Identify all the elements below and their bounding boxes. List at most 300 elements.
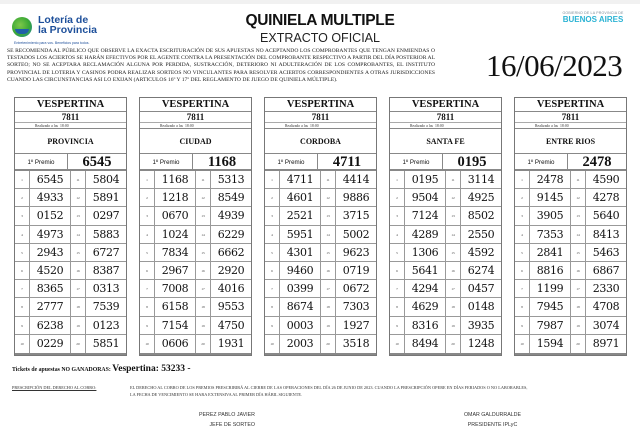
position-index: 8 <box>390 298 405 315</box>
position-index: 17 <box>446 280 461 297</box>
result-number: 0297 <box>92 209 120 223</box>
position-index: 11 <box>571 171 586 188</box>
position-index: 2 <box>140 189 155 206</box>
primer-premio-value: 6545 <box>82 154 112 170</box>
result-number: 6545 <box>30 171 71 188</box>
primer-premio <box>140 154 251 171</box>
result-number: 8316 <box>405 317 446 334</box>
result-row <box>265 262 376 280</box>
result-number: 1927 <box>342 318 370 332</box>
result-number: 9886 <box>342 191 370 205</box>
provincia-name: CIUDAD <box>140 129 251 154</box>
position-index: 5 <box>265 244 280 261</box>
realizado-hora: 18:00 <box>559 124 569 128</box>
result-number: 2521 <box>280 207 321 224</box>
turno-label: VESPERTINA <box>140 98 251 112</box>
position-index: 5 <box>390 244 405 261</box>
position-index: 11 <box>196 171 211 188</box>
result-row <box>390 226 501 244</box>
result-number: 4750 <box>217 318 245 332</box>
result-row <box>515 207 626 225</box>
tickets-no-ganadores <box>12 364 191 374</box>
result-row <box>15 262 126 280</box>
result-row <box>515 298 626 316</box>
primer-premio-value: 1168 <box>207 154 237 170</box>
result-row <box>390 298 501 316</box>
result-number: 0672 <box>342 282 370 296</box>
result-number: 0313 <box>92 282 120 296</box>
position-index: 20 <box>71 335 86 353</box>
result-number: 5891 <box>92 191 120 205</box>
result-row <box>15 244 126 262</box>
result-number: 1199 <box>530 280 571 297</box>
position-index: 9 <box>15 317 30 334</box>
result-number: 0003 <box>280 317 321 334</box>
results-panel-ciudad <box>139 97 252 356</box>
position-index: 19 <box>446 317 461 334</box>
result-number: 4592 <box>467 245 495 259</box>
position-index: 17 <box>321 280 336 297</box>
result-number: 1248 <box>467 336 495 350</box>
position-index: 13 <box>321 207 336 224</box>
signer-right-name: OMAR GALDURRALDE <box>463 412 522 418</box>
position-index: 7 <box>15 280 30 297</box>
signer-left-role: JEFE DE SORTEO <box>209 422 255 428</box>
result-number: 8549 <box>217 191 245 205</box>
signer-right <box>445 410 540 430</box>
result-number: 6727 <box>92 245 120 259</box>
result-number: 2920 <box>217 263 245 277</box>
position-index: 7 <box>140 280 155 297</box>
position-index: 16 <box>571 262 586 279</box>
position-index: 1 <box>265 171 280 188</box>
result-row <box>390 262 501 280</box>
position-index: 1 <box>140 171 155 188</box>
position-index: 2 <box>15 189 30 206</box>
sorteo-number: 7811 <box>436 112 455 122</box>
result-row <box>15 280 126 298</box>
results-table <box>140 171 251 355</box>
result-number: 3518 <box>342 336 370 350</box>
result-number: 4294 <box>405 280 446 297</box>
position-index: 1 <box>15 171 30 188</box>
position-index: 18 <box>446 298 461 315</box>
position-index: 4 <box>140 226 155 243</box>
position-index: 15 <box>321 244 336 261</box>
position-index: 8 <box>140 298 155 315</box>
position-index: 12 <box>571 189 586 206</box>
page-subtitle: EXTRACTO OFICIAL <box>260 31 380 45</box>
result-number: 0606 <box>155 335 196 353</box>
page-title: QUINIELA MULTIPLE <box>245 12 395 29</box>
result-number: 4939 <box>217 209 245 223</box>
result-number: 9504 <box>405 189 446 206</box>
position-index: 10 <box>15 335 30 353</box>
result-number: 4629 <box>405 298 446 315</box>
result-number: 6867 <box>592 263 620 277</box>
realizado-label: Realizado a las <box>160 124 183 128</box>
result-number: 5641 <box>405 262 446 279</box>
result-row <box>390 171 501 189</box>
position-index: 11 <box>321 171 336 188</box>
result-row <box>265 280 376 298</box>
result-number: 4016 <box>217 282 245 296</box>
result-number: 3905 <box>530 207 571 224</box>
result-number: 2478 <box>530 171 571 188</box>
government-logo-small: GOBIERNO DE LA PROVINCIA DE <box>562 11 624 15</box>
realizado-hora: 18:00 <box>184 124 194 128</box>
results-panel-entre-rios <box>514 97 627 356</box>
result-row <box>390 189 501 207</box>
turno-label: VESPERTINA <box>390 98 501 112</box>
result-number: 3935 <box>467 318 495 332</box>
position-index: 4 <box>15 226 30 243</box>
position-index: 4 <box>265 226 280 243</box>
position-index: 15 <box>196 244 211 261</box>
provincia-name: ENTRE RIOS <box>515 129 626 154</box>
result-number: 7834 <box>155 244 196 261</box>
result-number: 0399 <box>280 280 321 297</box>
result-row <box>390 335 501 353</box>
primer-premio <box>15 154 126 171</box>
position-index: 18 <box>571 298 586 315</box>
position-index: 10 <box>515 335 530 353</box>
primer-premio-label: 1º Premio <box>140 154 193 169</box>
signer-right-role: PRESIDENTE IPLyC <box>467 422 518 428</box>
result-number: 4520 <box>30 262 71 279</box>
provincia-name: PROVINCIA <box>15 129 126 154</box>
result-number: 2967 <box>155 262 196 279</box>
primer-premio-value: 0195 <box>457 154 487 170</box>
result-row <box>515 171 626 189</box>
primer-premio-value: 4711 <box>332 154 362 170</box>
result-row <box>265 244 376 262</box>
position-index: 20 <box>321 335 336 353</box>
result-number: 8413 <box>592 227 620 241</box>
result-number: 4973 <box>30 226 71 243</box>
position-index: 12 <box>71 189 86 206</box>
result-number: 2003 <box>280 335 321 353</box>
logo-line2: la Provincia <box>38 24 97 36</box>
result-number: 2550 <box>467 227 495 241</box>
position-index: 7 <box>515 280 530 297</box>
result-number: 7945 <box>530 298 571 315</box>
result-number: 6274 <box>467 263 495 277</box>
realizado-hora: 18:00 <box>59 124 69 128</box>
position-index: 17 <box>71 280 86 297</box>
result-row <box>15 189 126 207</box>
realizado-time <box>15 122 126 129</box>
result-number: 4414 <box>342 173 370 186</box>
result-row <box>140 335 251 353</box>
position-index: 17 <box>196 280 211 297</box>
position-index: 2 <box>390 189 405 206</box>
turno-label: VESPERTINA <box>15 98 126 112</box>
position-index: 2 <box>265 189 280 206</box>
position-index: 4 <box>515 226 530 243</box>
position-index: 8 <box>15 298 30 315</box>
sorteo-number: 7811 <box>311 112 330 122</box>
result-number: 3114 <box>467 173 495 186</box>
position-index: 6 <box>390 262 405 279</box>
loteria-logo-icon <box>12 17 32 37</box>
result-number: 5804 <box>92 173 120 186</box>
result-row <box>265 335 376 353</box>
results-panel-provincia <box>14 97 127 356</box>
result-number: 4590 <box>592 173 620 186</box>
tickets-value: Vespertina: 53233 - <box>112 364 191 374</box>
result-number: 6238 <box>30 317 71 334</box>
position-index: 7 <box>390 280 405 297</box>
position-index: 8 <box>515 298 530 315</box>
result-row <box>390 207 501 225</box>
result-number: 7154 <box>155 317 196 334</box>
signer-left-name: PEREZ PABLO JAVIER <box>198 412 255 418</box>
sorteo-number: 7811 <box>186 112 205 122</box>
primer-premio-label: 1º Premio <box>15 154 68 169</box>
position-index: 18 <box>71 298 86 315</box>
position-index: 2 <box>515 189 530 206</box>
result-row <box>15 298 126 316</box>
provincia-name: CORDOBA <box>265 129 376 154</box>
position-index: 19 <box>71 317 86 334</box>
result-row <box>140 317 251 335</box>
realizado-hora: 18:00 <box>309 124 319 128</box>
position-index: 14 <box>321 226 336 243</box>
result-row <box>140 298 251 316</box>
position-index: 12 <box>321 189 336 206</box>
realizado-hora: 18:00 <box>434 124 444 128</box>
position-index: 11 <box>71 171 86 188</box>
position-index: 7 <box>265 280 280 297</box>
turno-label: VESPERTINA <box>265 98 376 112</box>
position-index: 3 <box>265 207 280 224</box>
result-row <box>515 317 626 335</box>
result-number: 7353 <box>530 226 571 243</box>
result-number: 7124 <box>405 207 446 224</box>
position-index: 15 <box>446 244 461 261</box>
provincia-name: SANTA FE <box>390 129 501 154</box>
result-number: 7539 <box>92 300 120 314</box>
result-row <box>15 226 126 244</box>
result-number: 8502 <box>467 209 495 223</box>
position-index: 3 <box>390 207 405 224</box>
result-row <box>265 226 376 244</box>
position-index: 4 <box>390 226 405 243</box>
result-row <box>515 226 626 244</box>
position-index: 9 <box>390 317 405 334</box>
result-number: 0123 <box>92 318 120 332</box>
primer-premio-label: 1º Premio <box>265 154 318 169</box>
position-index: 10 <box>140 335 155 353</box>
result-number: 0195 <box>405 171 446 188</box>
result-number: 2330 <box>592 282 620 296</box>
result-number: 5002 <box>342 227 370 241</box>
position-index: 6 <box>265 262 280 279</box>
result-number: 6158 <box>155 298 196 315</box>
result-row <box>140 262 251 280</box>
result-number: 1024 <box>155 226 196 243</box>
realizado-label: Realizado a las <box>285 124 308 128</box>
result-row <box>140 189 251 207</box>
realizado-time <box>140 122 251 129</box>
result-number: 8494 <box>405 335 446 353</box>
result-number: 9145 <box>530 189 571 206</box>
realizado-label: Realizado a las <box>535 124 558 128</box>
result-number: 2943 <box>30 244 71 261</box>
result-row <box>15 317 126 335</box>
result-number: 1218 <box>155 189 196 206</box>
result-number: 5640 <box>592 209 620 223</box>
loteria-logo <box>12 11 102 45</box>
realizado-time <box>515 122 626 129</box>
results-table <box>15 171 126 355</box>
position-index: 13 <box>446 207 461 224</box>
result-number: 5883 <box>92 227 120 241</box>
position-index: 18 <box>321 298 336 315</box>
position-index: 8 <box>265 298 280 315</box>
result-number: 4278 <box>592 191 620 205</box>
result-number: 4301 <box>280 244 321 261</box>
result-number: 0152 <box>30 207 71 224</box>
result-number: 1594 <box>530 335 571 353</box>
result-number: 8816 <box>530 262 571 279</box>
position-index: 16 <box>196 262 211 279</box>
result-number: 0670 <box>155 207 196 224</box>
position-index: 13 <box>571 207 586 224</box>
result-row <box>390 244 501 262</box>
position-index: 14 <box>446 226 461 243</box>
position-index: 3 <box>515 207 530 224</box>
realizado-label: Realizado a las <box>410 124 433 128</box>
result-row <box>390 317 501 335</box>
primer-premio <box>390 154 501 171</box>
position-index: 15 <box>71 244 86 261</box>
primer-premio <box>515 154 626 171</box>
result-number: 8387 <box>92 263 120 277</box>
result-number: 4289 <box>405 226 446 243</box>
result-row <box>140 244 251 262</box>
logo-tagline: Entretenimiento para vos. Beneficios para todos. <box>14 41 90 45</box>
results-table <box>515 171 626 355</box>
position-index: 3 <box>140 207 155 224</box>
result-number: 6229 <box>217 227 245 241</box>
position-index: 14 <box>196 226 211 243</box>
position-index: 14 <box>571 226 586 243</box>
result-number: 0457 <box>467 282 495 296</box>
result-row <box>140 207 251 225</box>
position-index: 19 <box>196 317 211 334</box>
result-row <box>515 244 626 262</box>
sorteo-number: 7811 <box>61 112 80 122</box>
result-number: 5851 <box>92 336 120 350</box>
position-index: 20 <box>196 335 211 353</box>
position-index: 10 <box>265 335 280 353</box>
disclaimer-text: SE RECOMIENDA AL PÚBLICO QUE OBSERVE LA EXACTA ESCRITURACIÓN DE SUS APUESTAS NO ACEPTANDO LOS COMPROBANTES QUE TENGAN ENMIENDAS O TESTADOS LOS ACIERTOS SE HARÁN EFECTIVOS POR EL AGENTE CONTRA LA PRESENTACIÓN DEL COMPROBANTE RESPECTIVO A PARTIR DEL DÍA POSTERIOR AL SORTEO; NO SE ACEPTARA RECLAMACIÓN ALGUNA POR PERDIDA, SUSTRACCIÓN, DETERIORO NI ADULTERACIÓN DE LOS COMPROBANTES, EL INSTITUTO PROVINCIAL DE LOTERIA Y CASINOS PODRA REALIZAR SORTEOS NO VINCULANTES PARA RESOLVER ACIERTOS CORRESPONDIENTES A OTRAS JURISDICCIONES CUANDO LAS CIRCUNSTANCIAS ASI LO EXIJAN (ARTICULOS 16º Y 17º DEL REGLAMENTO DE JUEGO DE QUINIELA MÚLTIPLE). <box>7 48 435 83</box>
results-table <box>265 171 376 355</box>
primer-premio-value: 2478 <box>582 154 612 170</box>
sorteo-number: 7811 <box>561 112 580 122</box>
result-row <box>515 189 626 207</box>
position-index: 20 <box>446 335 461 353</box>
position-index: 12 <box>196 189 211 206</box>
result-row <box>15 207 126 225</box>
result-number: 5951 <box>280 226 321 243</box>
result-number: 6662 <box>217 245 245 259</box>
result-number: 7008 <box>155 280 196 297</box>
position-index: 1 <box>515 171 530 188</box>
primer-premio <box>265 154 376 171</box>
realizado-time <box>390 122 501 129</box>
result-number: 1306 <box>405 244 446 261</box>
result-row <box>265 317 376 335</box>
result-number: 4925 <box>467 191 495 205</box>
result-number: 7303 <box>342 300 370 314</box>
position-index: 16 <box>321 262 336 279</box>
position-index: 3 <box>15 207 30 224</box>
realizado-label: Realizado a las <box>35 124 58 128</box>
result-row <box>515 280 626 298</box>
result-row <box>265 298 376 316</box>
result-number: 5313 <box>217 173 245 186</box>
result-row <box>515 262 626 280</box>
turno-label: VESPERTINA <box>515 98 626 112</box>
result-number: 9460 <box>280 262 321 279</box>
result-number: 4933 <box>30 189 71 206</box>
result-number: 7987 <box>530 317 571 334</box>
result-number: 4601 <box>280 189 321 206</box>
result-row <box>140 280 251 298</box>
position-index: 5 <box>140 244 155 261</box>
signer-left <box>170 410 255 430</box>
prescripcion-label: PRESCRIPCIÓN DEL DERECHO AL COBRO: <box>12 385 97 390</box>
result-number: 8971 <box>592 336 620 350</box>
position-index: 10 <box>390 335 405 353</box>
result-number: 2841 <box>530 244 571 261</box>
position-index: 11 <box>446 171 461 188</box>
results-panel-santa-fe <box>389 97 502 356</box>
position-index: 5 <box>15 244 30 261</box>
position-index: 6 <box>140 262 155 279</box>
result-number: 1931 <box>217 336 245 350</box>
position-index: 5 <box>515 244 530 261</box>
realizado-time <box>265 122 376 129</box>
government-logo <box>558 11 628 24</box>
position-index: 19 <box>321 317 336 334</box>
results-table <box>390 171 501 355</box>
position-index: 19 <box>571 317 586 334</box>
draw-date: 16/06/2023 <box>486 48 623 83</box>
result-number: 4708 <box>592 300 620 314</box>
position-index: 12 <box>446 189 461 206</box>
result-row <box>140 226 251 244</box>
result-row <box>15 335 126 353</box>
result-number: 1168 <box>155 171 196 188</box>
result-number: 9553 <box>217 300 245 314</box>
results-panel-cordoba <box>264 97 377 356</box>
result-number: 5463 <box>592 245 620 259</box>
result-number: 3715 <box>342 209 370 223</box>
result-number: 8365 <box>30 280 71 297</box>
position-index: 14 <box>71 226 86 243</box>
primer-premio-label: 1º Premio <box>515 154 568 169</box>
logo-line1: Lotería de <box>38 14 89 26</box>
position-index: 9 <box>140 317 155 334</box>
result-row <box>265 171 376 189</box>
logo-text <box>38 15 97 35</box>
result-number: 0229 <box>30 335 71 353</box>
position-index: 15 <box>571 244 586 261</box>
